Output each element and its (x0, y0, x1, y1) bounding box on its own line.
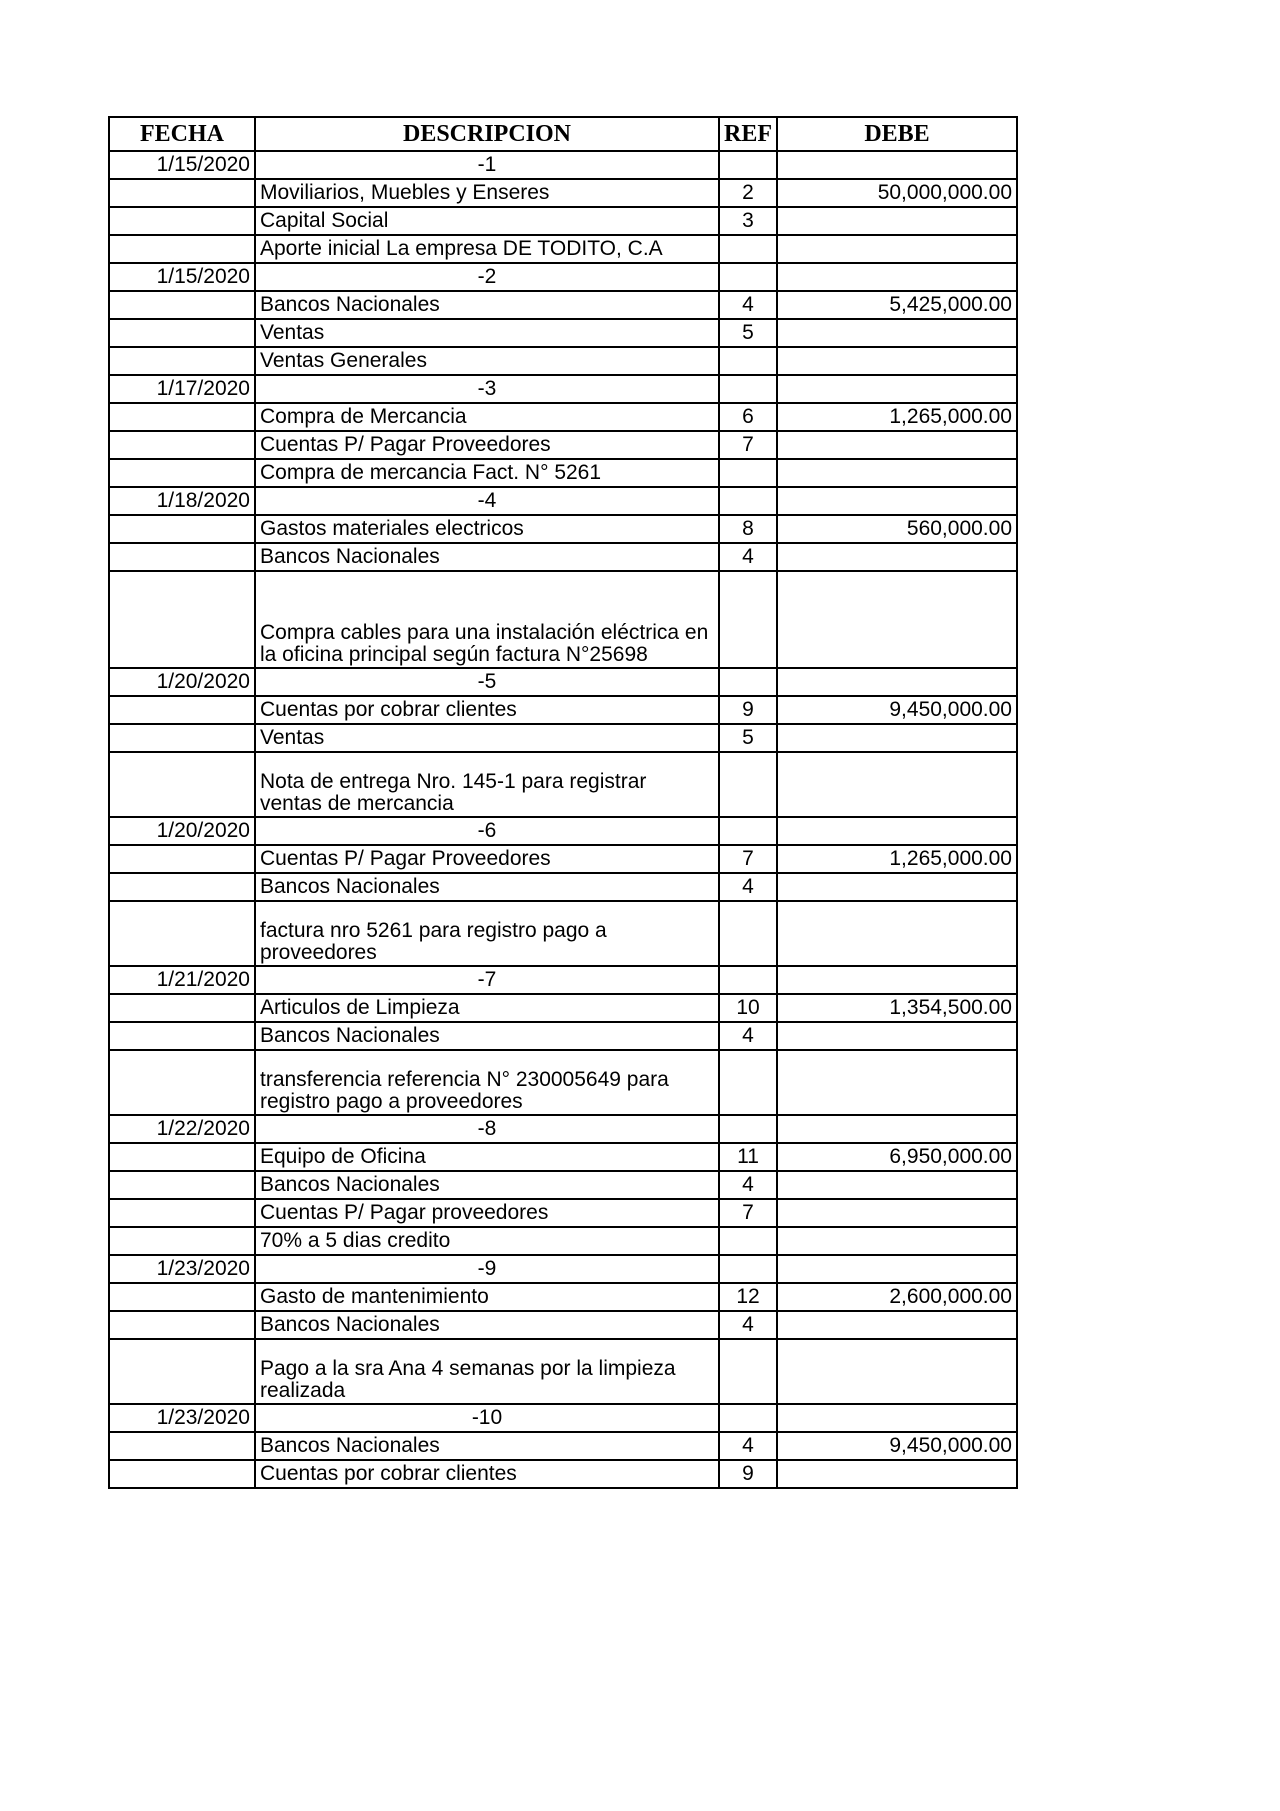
table-row (109, 235, 1017, 263)
cell-debe (777, 752, 1017, 817)
cell-fecha (109, 873, 255, 901)
cell-descripcion: Cuentas P/ Pagar Proveedores (255, 431, 719, 459)
cell-fecha: 1/21/2020 (109, 966, 255, 994)
cell-descripcion: Bancos Nacionales (255, 873, 719, 901)
cell-descripcion: Equipo de Oficina (255, 1143, 719, 1171)
cell-ref (719, 1050, 777, 1115)
entry-header-row (109, 375, 1017, 403)
cell-fecha: 1/15/2020 (109, 263, 255, 291)
cell-fecha (109, 845, 255, 873)
cell-debe: 6,950,000.00 (777, 1143, 1017, 1171)
entry-header-row (109, 817, 1017, 845)
table-row (109, 543, 1017, 571)
cell-debe (777, 1339, 1017, 1404)
cell-entry-number: -8 (255, 1115, 719, 1143)
cell-debe (777, 668, 1017, 696)
cell-ref: 11 (719, 1143, 777, 1171)
cell-fecha (109, 543, 255, 571)
cell-descripcion: Cuentas por cobrar clientes (255, 696, 719, 724)
entry-header-row (109, 151, 1017, 179)
cell-fecha (109, 319, 255, 347)
table-row (109, 1143, 1017, 1171)
table-row (109, 901, 1017, 966)
cell-ref: 5 (719, 319, 777, 347)
cell-descripcion: factura nro 5261 para registro pago a proveedores (255, 901, 719, 966)
cell-debe: 50,000,000.00 (777, 179, 1017, 207)
cell-ref: 4 (719, 1022, 777, 1050)
cell-ref (719, 1227, 777, 1255)
cell-debe (777, 459, 1017, 487)
header-debe: DEBE (777, 117, 1017, 151)
table-row (109, 431, 1017, 459)
cell-ref: 4 (719, 1171, 777, 1199)
table-row (109, 1283, 1017, 1311)
table-row (109, 1171, 1017, 1199)
cell-debe (777, 431, 1017, 459)
journal-body (109, 151, 1017, 1488)
cell-descripcion: Compra de Mercancia (255, 403, 719, 431)
cell-fecha: 1/23/2020 (109, 1255, 255, 1283)
cell-descripcion: Bancos Nacionales (255, 1311, 719, 1339)
cell-entry-number: -6 (255, 817, 719, 845)
cell-ref (719, 263, 777, 291)
cell-ref: 3 (719, 207, 777, 235)
cell-ref: 4 (719, 1311, 777, 1339)
cell-descripcion: Gasto de mantenimiento (255, 1283, 719, 1311)
table-row (109, 571, 1017, 668)
entry-header-row (109, 1115, 1017, 1143)
cell-fecha (109, 207, 255, 235)
cell-ref: 2 (719, 179, 777, 207)
cell-descripcion: Ventas (255, 724, 719, 752)
cell-fecha: 1/17/2020 (109, 375, 255, 403)
cell-debe: 1,265,000.00 (777, 403, 1017, 431)
cell-debe (777, 571, 1017, 668)
cell-descripcion: Articulos de Limpieza (255, 994, 719, 1022)
cell-fecha (109, 724, 255, 752)
cell-ref (719, 235, 777, 263)
cell-descripcion: Cuentas por cobrar clientes (255, 1460, 719, 1488)
cell-descripcion: Ventas Generales (255, 347, 719, 375)
cell-debe (777, 319, 1017, 347)
cell-descripcion: Compra cables para una instalación eléctrica en la oficina principal según factura N°25698 (255, 571, 719, 668)
table-row (109, 319, 1017, 347)
cell-debe (777, 1115, 1017, 1143)
cell-fecha (109, 515, 255, 543)
cell-fecha: 1/22/2020 (109, 1115, 255, 1143)
cell-debe (777, 375, 1017, 403)
cell-debe (777, 347, 1017, 375)
header-descripcion: DESCRIPCION (255, 117, 719, 151)
cell-ref (719, 1339, 777, 1404)
cell-fecha (109, 179, 255, 207)
cell-descripcion: Capital Social (255, 207, 719, 235)
table-row (109, 1022, 1017, 1050)
cell-fecha (109, 1050, 255, 1115)
cell-ref: 7 (719, 845, 777, 873)
cell-ref (719, 752, 777, 817)
cell-fecha (109, 1199, 255, 1227)
cell-entry-number: -10 (255, 1404, 719, 1432)
cell-fecha: 1/15/2020 (109, 151, 255, 179)
cell-ref (719, 459, 777, 487)
cell-fecha (109, 1339, 255, 1404)
cell-descripcion: Bancos Nacionales (255, 291, 719, 319)
table-row (109, 752, 1017, 817)
cell-ref (719, 1115, 777, 1143)
cell-entry-number: -4 (255, 487, 719, 515)
cell-debe (777, 543, 1017, 571)
cell-ref: 9 (719, 696, 777, 724)
table-row (109, 696, 1017, 724)
cell-debe (777, 151, 1017, 179)
cell-debe (777, 817, 1017, 845)
cell-fecha: 1/20/2020 (109, 817, 255, 845)
cell-fecha: 1/20/2020 (109, 668, 255, 696)
table-row (109, 1227, 1017, 1255)
table-row (109, 1311, 1017, 1339)
cell-ref (719, 487, 777, 515)
table-row (109, 873, 1017, 901)
cell-entry-number: -3 (255, 375, 719, 403)
cell-ref (719, 375, 777, 403)
cell-entry-number: -7 (255, 966, 719, 994)
table-row (109, 1339, 1017, 1404)
cell-descripcion: Bancos Nacionales (255, 1432, 719, 1460)
entry-header-row (109, 668, 1017, 696)
table-row (109, 207, 1017, 235)
table-row (109, 994, 1017, 1022)
cell-ref (719, 347, 777, 375)
cell-debe (777, 1171, 1017, 1199)
cell-ref (719, 1255, 777, 1283)
cell-ref (719, 1404, 777, 1432)
journal-header (109, 117, 1017, 151)
table-row (109, 1432, 1017, 1460)
cell-fecha (109, 403, 255, 431)
cell-fecha (109, 1227, 255, 1255)
cell-fecha (109, 1022, 255, 1050)
cell-debe (777, 1199, 1017, 1227)
cell-descripcion: Moviliarios, Muebles y Enseres (255, 179, 719, 207)
cell-entry-number: -2 (255, 263, 719, 291)
cell-ref (719, 668, 777, 696)
cell-debe: 1,354,500.00 (777, 994, 1017, 1022)
table-row (109, 1460, 1017, 1488)
entry-header-row (109, 1255, 1017, 1283)
cell-debe (777, 487, 1017, 515)
cell-entry-number: -5 (255, 668, 719, 696)
table-row (109, 179, 1017, 207)
table-row (109, 459, 1017, 487)
cell-fecha (109, 1460, 255, 1488)
cell-debe (777, 1311, 1017, 1339)
cell-debe (777, 1460, 1017, 1488)
cell-descripcion: Bancos Nacionales (255, 543, 719, 571)
cell-fecha (109, 291, 255, 319)
table-row (109, 1050, 1017, 1115)
cell-fecha (109, 347, 255, 375)
cell-ref (719, 817, 777, 845)
cell-debe (777, 966, 1017, 994)
cell-fecha (109, 752, 255, 817)
table-row (109, 845, 1017, 873)
cell-descripcion: Compra de mercancia Fact. N° 5261 (255, 459, 719, 487)
cell-fecha (109, 901, 255, 966)
cell-debe: 5,425,000.00 (777, 291, 1017, 319)
cell-ref: 8 (719, 515, 777, 543)
entry-header-row (109, 487, 1017, 515)
header-ref: REF (719, 117, 777, 151)
cell-fecha (109, 235, 255, 263)
cell-entry-number: -9 (255, 1255, 719, 1283)
cell-descripcion: Pago a la sra Ana 4 semanas por la limpieza realizada (255, 1339, 719, 1404)
cell-debe: 9,450,000.00 (777, 1432, 1017, 1460)
cell-ref: 4 (719, 291, 777, 319)
entry-header-row (109, 1404, 1017, 1432)
cell-ref (719, 151, 777, 179)
cell-debe (777, 1255, 1017, 1283)
cell-ref (719, 901, 777, 966)
cell-ref: 4 (719, 873, 777, 901)
cell-fecha (109, 1171, 255, 1199)
cell-fecha (109, 431, 255, 459)
cell-debe (777, 901, 1017, 966)
cell-ref (719, 571, 777, 668)
cell-descripcion: Ventas (255, 319, 719, 347)
cell-ref: 12 (719, 1283, 777, 1311)
cell-ref: 4 (719, 1432, 777, 1460)
cell-descripcion: 70% a 5 dias credito (255, 1227, 719, 1255)
cell-ref: 4 (719, 543, 777, 571)
cell-debe (777, 1227, 1017, 1255)
cell-descripcion: Gastos materiales electricos (255, 515, 719, 543)
table-row (109, 724, 1017, 752)
cell-descripcion: transferencia referencia N° 230005649 para registro pago a proveedores (255, 1050, 719, 1115)
cell-fecha (109, 571, 255, 668)
cell-fecha: 1/18/2020 (109, 487, 255, 515)
cell-fecha (109, 696, 255, 724)
cell-descripcion: Cuentas P/ Pagar Proveedores (255, 845, 719, 873)
cell-fecha: 1/23/2020 (109, 1404, 255, 1432)
cell-fecha (109, 1311, 255, 1339)
entry-header-row (109, 966, 1017, 994)
cell-debe (777, 1404, 1017, 1432)
cell-fecha (109, 1283, 255, 1311)
cell-descripcion: Nota de entrega Nro. 145-1 para registrar ventas de mercancia (255, 752, 719, 817)
cell-debe (777, 1050, 1017, 1115)
entry-header-row (109, 263, 1017, 291)
cell-fecha (109, 1143, 255, 1171)
cell-fecha (109, 1432, 255, 1460)
cell-debe (777, 207, 1017, 235)
table-row (109, 403, 1017, 431)
cell-ref: 6 (719, 403, 777, 431)
cell-ref: 5 (719, 724, 777, 752)
cell-descripcion: Cuentas P/ Pagar proveedores (255, 1199, 719, 1227)
table-row (109, 515, 1017, 543)
cell-descripcion: Bancos Nacionales (255, 1171, 719, 1199)
cell-entry-number: -1 (255, 151, 719, 179)
cell-debe (777, 873, 1017, 901)
cell-descripcion: Aporte inicial La empresa DE TODITO, C.A (255, 235, 719, 263)
cell-debe (777, 724, 1017, 752)
table-row (109, 347, 1017, 375)
cell-fecha (109, 994, 255, 1022)
cell-ref (719, 966, 777, 994)
cell-debe: 9,450,000.00 (777, 696, 1017, 724)
cell-descripcion: Bancos Nacionales (255, 1022, 719, 1050)
cell-ref: 7 (719, 1199, 777, 1227)
cell-debe (777, 263, 1017, 291)
table-row (109, 291, 1017, 319)
cell-debe: 2,600,000.00 (777, 1283, 1017, 1311)
cell-debe (777, 1022, 1017, 1050)
cell-ref: 10 (719, 994, 777, 1022)
cell-ref: 7 (719, 431, 777, 459)
cell-debe (777, 235, 1017, 263)
header-row (109, 117, 1017, 151)
header-fecha: FECHA (109, 117, 255, 151)
cell-debe: 1,265,000.00 (777, 845, 1017, 873)
journal-table (108, 116, 1018, 1489)
cell-fecha (109, 459, 255, 487)
cell-ref: 9 (719, 1460, 777, 1488)
cell-debe: 560,000.00 (777, 515, 1017, 543)
table-row (109, 1199, 1017, 1227)
